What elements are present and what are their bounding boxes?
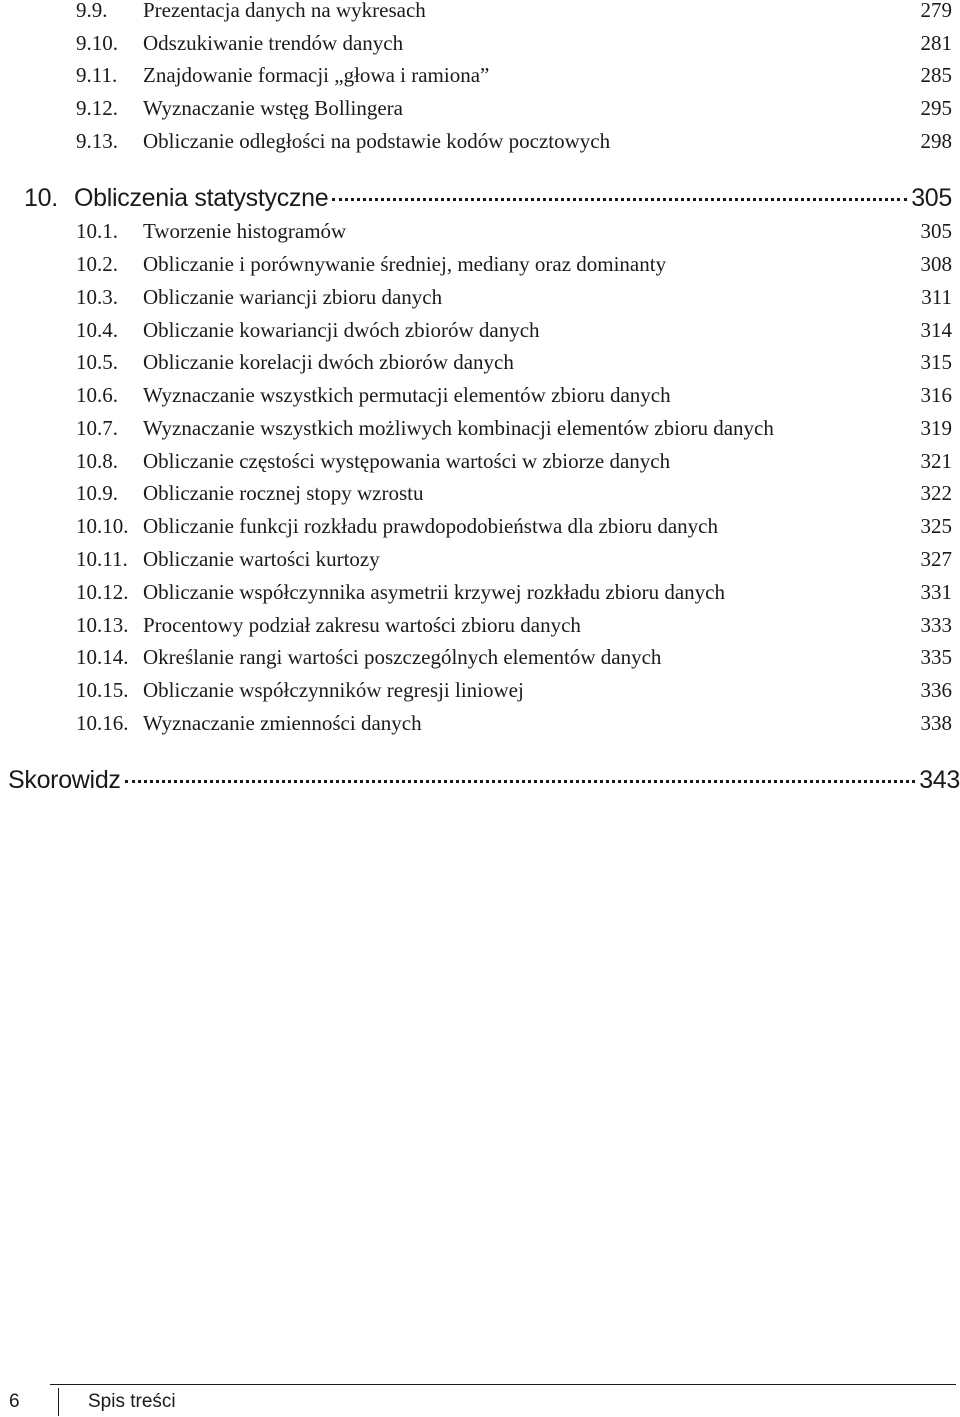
toc-entry[interactable]	[0, 576, 960, 609]
entry-page: 327	[920, 547, 952, 571]
page-number: 6	[9, 1391, 20, 1412]
entry-page: 319	[920, 416, 952, 440]
entry-title: Prezentacja danych na wykresach	[143, 0, 426, 22]
entry-page: 322	[920, 481, 952, 505]
toc-entry[interactable]	[0, 314, 960, 347]
entry-title: Obliczanie częstości występowania wartości w zbiorze danych	[143, 449, 671, 473]
toc-entry[interactable]	[0, 346, 960, 379]
toc-entry[interactable]	[0, 281, 960, 314]
entry-title: Obliczanie i porównywanie średniej, mediany oraz dominanty	[143, 252, 667, 276]
entry-number: 10.2.	[76, 252, 118, 276]
chapter-number: 10.	[24, 184, 58, 212]
entry-number: 10.1.	[76, 219, 118, 243]
entry-page: 336	[920, 678, 952, 702]
entry-page: 333	[920, 613, 952, 637]
entry-page: 338	[920, 711, 952, 735]
entry-number: 10.14.	[76, 645, 129, 669]
entry-number: 9.13.	[76, 129, 118, 153]
entry-number: 10.13.	[76, 613, 129, 637]
entry-page: 308	[920, 252, 952, 276]
entry-title: Obliczanie rocznej stopy wzrostu	[143, 481, 424, 505]
entry-title: Wyznaczanie wszystkich permutacji elementów zbioru danych	[143, 383, 671, 407]
entry-page: 321	[920, 449, 952, 473]
entry-page: 314	[920, 318, 952, 342]
entry-title: Obliczanie wariancji zbioru danych	[143, 285, 443, 309]
toc-index[interactable]	[0, 760, 960, 800]
entry-page: 305	[920, 219, 952, 243]
toc-entry[interactable]	[0, 674, 960, 707]
entry-title: Obliczanie współczynników regresji liniowej	[143, 678, 524, 702]
entry-page: 279	[920, 0, 952, 22]
toc-entry[interactable]	[0, 125, 960, 158]
toc-entry[interactable]	[0, 543, 960, 576]
entry-number: 10.11.	[76, 547, 128, 571]
entry-page: 311	[921, 285, 952, 309]
toc-entry[interactable]	[0, 27, 960, 60]
chapter-page: 305	[911, 184, 952, 212]
toc-entry[interactable]	[0, 59, 960, 92]
entry-title: Obliczanie funkcji rozkładu prawdopodobieństwa dla zbioru danych	[143, 514, 718, 538]
toc-entry[interactable]	[0, 0, 960, 27]
entry-page: 281	[920, 31, 952, 55]
footer-rule	[50, 1384, 956, 1385]
entry-number: 10.5.	[76, 350, 118, 374]
entry-page: 285	[920, 63, 952, 87]
entry-page: 325	[920, 514, 952, 538]
entry-title: Odszukiwanie trendów danych	[143, 31, 404, 55]
entry-title: Znajdowanie formacji „głowa i ramiona”	[143, 63, 490, 87]
entry-number: 10.12.	[76, 580, 129, 604]
entry-title: Wyznaczanie wszystkich możliwych kombinacji elementów zbioru danych	[143, 416, 774, 440]
toc-entry[interactable]	[0, 641, 960, 674]
entry-title: Obliczanie odległości na podstawie kodów pocztowych	[143, 129, 611, 153]
entry-number: 9.10.	[76, 31, 118, 55]
entry-page: 298	[920, 129, 952, 153]
entry-title: Określanie rangi wartości poszczególnych elementów danych	[143, 645, 662, 669]
entry-page: 315	[920, 350, 952, 374]
index-title: Skorowidz	[8, 766, 121, 794]
toc-entry[interactable]	[0, 510, 960, 543]
entry-number: 10.10.	[76, 514, 129, 538]
index-page: 343	[919, 766, 960, 794]
entry-number: 10.6.	[76, 383, 118, 407]
entry-page: 331	[920, 580, 952, 604]
entry-title: Obliczanie kowariancji dwóch zbiorów danych	[143, 318, 540, 342]
dot-leader	[332, 198, 907, 201]
entry-number: 9.11.	[76, 63, 118, 87]
toc-chapter-10[interactable]	[0, 178, 960, 218]
toc-entry[interactable]	[0, 477, 960, 510]
chapter-title: Obliczenia statystyczne	[74, 184, 329, 212]
entry-title: Wyznaczanie zmienności danych	[143, 711, 422, 735]
entry-title: Wyznaczanie wstęg Bollingera	[143, 96, 403, 120]
entry-number: 10.8.	[76, 449, 118, 473]
toc-entry[interactable]	[0, 445, 960, 478]
entry-page: 316	[920, 383, 952, 407]
entry-title: Obliczanie korelacji dwóch zbiorów danych	[143, 350, 514, 374]
dot-leader	[125, 780, 916, 783]
entry-number: 10.3.	[76, 285, 118, 309]
entry-page: 335	[920, 645, 952, 669]
entry-number: 9.12.	[76, 96, 118, 120]
footer-separator	[58, 1388, 59, 1416]
entry-title: Obliczanie wartości kurtozy	[143, 547, 380, 571]
entry-number: 10.4.	[76, 318, 118, 342]
entry-number: 10.15.	[76, 678, 129, 702]
toc-entry[interactable]	[0, 92, 960, 125]
entry-number: 9.9.	[76, 0, 108, 22]
entry-title: Tworzenie histogramów	[143, 219, 347, 243]
toc-entry[interactable]	[0, 412, 960, 445]
entry-number: 10.9.	[76, 481, 118, 505]
entry-page: 295	[920, 96, 952, 120]
entry-title: Obliczanie współczynnika asymetrii krzywej rozkładu zbioru danych	[143, 580, 725, 604]
toc-entry[interactable]	[0, 248, 960, 281]
toc-entry[interactable]	[0, 707, 960, 740]
entry-number: 10.7.	[76, 416, 118, 440]
running-footer-title: Spis treści	[88, 1391, 176, 1412]
toc-entry[interactable]	[0, 215, 960, 248]
entry-title: Procentowy podział zakresu wartości zbioru danych	[143, 613, 581, 637]
toc-entry[interactable]	[0, 609, 960, 642]
entry-number: 10.16.	[76, 711, 129, 735]
page-footer	[0, 1384, 960, 1417]
toc-entry[interactable]	[0, 379, 960, 412]
